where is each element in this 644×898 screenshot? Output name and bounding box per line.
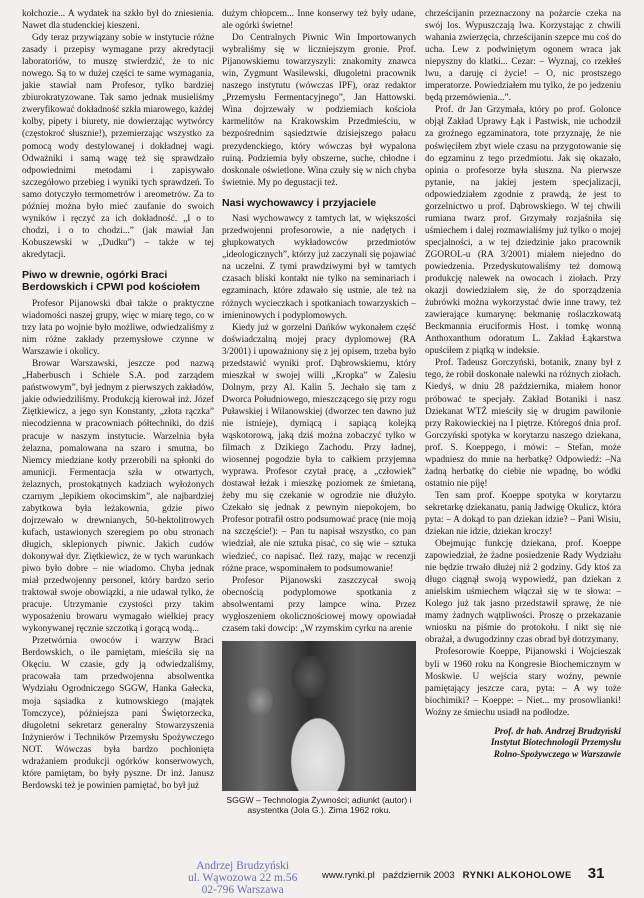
column-3 (425, 8, 621, 761)
archival-photo (222, 641, 416, 791)
stamp-city: 02-796 Warszawa (201, 884, 284, 896)
paragraph: Browar Warszawski, jeszcze pod nazwą „Haberbusch i Schiele S.A. pod zarządem państwowym”, był jednym z pierwszych zakładów, jakie odwiedziliśmy. Produkcją kierował inż. Józef Ziętkiewicz, a jego syn Konstanty, „złota rączka” niecodzienna w pracowniach półtechniki, do dziś pracuje w naszym instytucie. Warzelnia była żelazna, pomalowana na szaro i smutna, bo Niemcy miedziane kotły przerobili na spłonki do amunicji. Fermentacja szła w otwartych, żelaznych, prostokątnych kadziach wyłożonych czarnym „lepikiem okocimskim”, ale najbardziej zabytkowa była leżakownia, gdzie piwo dojrzewało w drewnianych, 50-hektolitrowych kufach, ustawionych szeregiem po obu stronach długich, sklepionych piwnic. Jakich cudów dokonywał dyr. Ziętkiewicz, że w tych warunkach piwo było dobre – nie wiadomo. Chyba jednak miał przedwojenny personel, który bardzo serio traktował swoje obowiązki, a nie udawał tylko, że pracuje. Utrzymanie czystości przy takim wyposażeniu browaru wymagało wielkiej pracy wykonywanej ręcznie szczotką i gorącą wodą... (22, 359, 214, 635)
stamp-name: Andrzej Brudzyński (196, 860, 290, 872)
stamp-street: ul. Wąwozowa 22 m.56 (188, 872, 298, 884)
photo-caption: SGGW – Technologia Żywności; adiunkt (autor) i asystentka (Jola G.). Zima 1962 roku. (226, 794, 412, 816)
paragraph: Ten sam prof. Koeppe spotyka w korytarzu sekretarkę dziekanatu, panią Jadwigę Okulicz, która pyta: – A dokąd to pan dziekan idzie? – Pani Wisiu, dziekan nie idzie, dziekan kroczy! (425, 490, 621, 538)
column-2 (222, 8, 416, 818)
footer-url: www.rynki.pl (322, 870, 375, 881)
page-footer (322, 865, 604, 882)
address-stamp (188, 860, 297, 896)
paragraph: Przetwórnia owoców i warzyw Braci Berdowskich, o ile pamiętam, mieściła się na Okęciu. W czasie, gdy ją odwiedzaliśmy, pracowała tam przedwojenna absolwentka Wydziału Ogrodniczego SGGW, Hanka Gałecka, moja sąsiadka z kutnowskiego (majątek Tomczyce), późniejsza pani Świętorzecka, długoletni sekretarz generalny Stowarzyszenia Inżynierów i Techników Przemysłu Spożywczego NOT. Wówczas była bardzo pochłonięta wdrażaniem produkcji ogórków konserwowych, które pamiętam, bo były pyszne. Dr inż. Janusz Berdowski też je powinien pamiętać, bo był już (22, 636, 214, 791)
column-1 (22, 8, 214, 792)
paragraph: dużym chłopcem... Inne konserwy też były udane, ale ogórki świetne! (222, 9, 416, 32)
section-heading: Piwo w drewnie, ogórki Braci Berdowskich i CPWI pod kościołem (22, 268, 200, 294)
paragraph: Do Centralnych Piwnic Win Importowanych wybraliśmy się w liczniejszym gronie. Prof. Pijanowskiemu towarzyszyli: znakomity znawca win, Zygmunt Wasilewski, długoletni pracownik naszego instytutu (wówczas IPF), oraz redaktor „Przemysłu Fermentacyjnego”, Jan Hattowski. Wina dojrzewały w podziemiach kościoła karmelitów na Krakowskim Przedmieściu, w bezpośrednim sąsiedztwie dzisiejszego pałacu prezydenckiego, który wówczas był wypalona ruiną. Podziemia były obszerne, suche, chłodne i doskonale oświetlone. Wina czuły się w nich chyba świetnie. My po degustacji też. (222, 33, 416, 188)
author-location: Rolno-Spożywczego w Warszawie (493, 749, 621, 760)
paragraph: Gdy teraz przywiązany sobie w instytucie różne zasady i przepisy wymagane przy akredytacji laboratoriów, to muszę stwierdzić, że to nic nowego. Są to w dużej części te same wymagania, jakie stawiał nam Profesor, tylko bardziej zbiurokratyzowane. Tak samo jednak musieliśmy zweryfikować dokładność szkła miarowego, każdej kolby, pipety i biurety, nie dowierzając wytwórcy (częstokroć słusznie!), przemierzając wszystko za pomocą wody destylowanej i dokładnej wagi. Odważniki i samą wagę też się sprawdzało odpowiednimi metodami i zapisywało szczegółowo przebieg i wyniki tych sprawdzeń. To samo dotyczyło termometrów i areometrów. Za to później można było mieć zaufanie do swoich wyników i ręczyć za ich dokładność. „I o to chodzi, i o to chodzi...” (jak mawiał Jan Kobuszewski w „Dudku”) – także w tej akredytacji. (22, 33, 214, 260)
paragraph: Profesor Pijanowski dbał także o praktyczne wiadomości naszej grupy, więc w miarę tego, co w trzy lata po wojnie było możliwe, odwiedzaliśmy z nim różne zakłady przemysłowe czynne w Warszawie i okolicy. (22, 298, 214, 358)
author-signature (425, 727, 621, 762)
paragraph: chrześcijanin przeznaczony na pożarcie czeka na swój los. Wypuszczają lwa. Korzystając z chwili wahania zwierzęcia, chrześcijanin szepce mu coś do ucha. Lew z podwiniętym ogonem wraca jak niepyszny do klatki... Cezar: – Wyznaj, co rzekłeś lwu, a daruję ci życie! – O, nic prostszego imperatorze. Powiedziałem mu tylko, że po jedzeniu będą przemówienia...”. (425, 9, 621, 104)
author-institute: Instytut Biotechnologii Przemysłu (490, 738, 621, 749)
author-name: Prof. dr hab. Andrzej Brudzyński (494, 726, 621, 737)
paragraph: Prof. Tadeusz Gorczyński, botanik, znany był z tego, że robił doskonałe nalewki na różnych ziołach. Kiedyś, w dniu 28 października, miałem honor próbować te specjały. Zakład Botaniki i nasz Dziekanat WTŻ mieściły się w drugim pawilonie przy Rakowieckiej na I piętrze. Któregoś dnia prof. Gorczyński spotyka w korytarzu naszego dziekana, prof. S. Koeppego, i mówi: – Stefan, może wpadniesz do mnie na herbatkę? Odpowiedź: –Na żadną herbatkę do ciebie nie wpadnę, bo wódki ostatnio nie piję! (425, 358, 621, 489)
paragraph: Nasi wychowawcy z tamtych lat, w większości przedwojenni profesorowie, a nie nadętych i głupkowatych wykładowców przedmiotów „ideologicznych”, którzy już zaczynali się pojawiać na uczelni. Z tymi prawdziwymi był w tamtych czasach bliski kontakt nie tylko na seminariach i egzaminach, które zdawało się ustnie, ale też na różnych wycieczkach i spotkaniach towarzyskich – imieninowych i podyplomowych. (222, 214, 416, 321)
paragraph: kołchozie... A wydatek na szkło był do zniesienia. Nawet dla studenckiej kieszeni. (22, 9, 214, 32)
footer-date: październik 2003 (382, 870, 455, 881)
paragraph: Obejmując funkcję dziekana, prof. Koeppe zapowiedział, że żadne posiedzenie Rady Wydziału nie będzie trwało dłużej niż 2 godziny. Gdy ktoś za długo ciągnął swoją wypowiedź, pan dziekan z anielskim uśmiechem włączał się w te słowa: – Kolego już tak jasno przedstawił sprawę, że nie mamy żadnych wątpliwości. Proszę o przekazanie wniosku na piśmie do protokołu. I nikt się nie obrażał, a dwugodzinny czas obrad był dotrzymany. (425, 539, 621, 646)
section-heading: Nasi wychowawcy i przyjaciele (222, 196, 377, 209)
paragraph: Prof. dr Jan Grzymała, który po prof. Golonce objął Zakład Uprawy Łąk i Pastwisk, nie uchodził za groźnego egzaminatora, tote przyznaję, że nie poświęciłem zbyt wiele czasu na przygotowanie się do egzaminu z tego przedmiotu. Jak się okazało, opinia o profesorze była słuszna. Na pierwsze pytanie, na jakiej jestem specjalizacji, odpowiedziałem zgodnie z prawdą, że jest to gorzelnictwo u prof. Dąbrowskiego. W tej chwili rumiana twarz prof. Grzymały rozjaśniła się uśmiechem i dalej rozmawialiśmy już tylko o mojej specjalności, a w tej dziedzinie jako pracownik ZGOROL-u (RA 3/2001) miałem niejedno do powiedzenia. Przedyskutowaliśmy też domową produkcję nalewek na owocach i ziołach. Przy okazji dowiedziałem się, że do sporządzenia żubrówki można wykorzystać dwie inne trawy, też zawierające kumarynę: bekmanię roślaczkowatą Beckmannia eruciformis Host. i tomkę wonną Anthoxanthum odoratum L. Zakład Łąkarstwa opuściłem z piątką w indeksie. (425, 105, 621, 357)
paragraph: Profesorowie Koeppe, Pijanowski i Wojcieszak byli w 1960 roku na Kongresie Biochemicznym w Moskwie. U wejścia stary woźny, pewnie pamiętający jeszcze cara, pyta: – A wy toże biochimiki? – Koeppe: – Niet... my prosowlianki! Woźny ze śmiechu usiadł na podłodze. (425, 647, 621, 718)
page-number: 31 (587, 865, 605, 882)
paragraph: Kiedy już w gorzelni Dańków wykonałem część doświadczalną mojej pracy dyplomowej (RA 3/2001) i upoważniony się z jej opisem, trzeba było przedstawić wyniki prof. Dąbrowskiemu, który mieszkał w swojej willi „Kropka” w Zalesiu Dolnym, przy Al. Kalin 5. Jechało się tam z Dworca Południowego, mieszczącego się przy rogu Puławskiej i Wilanowskiej (dworzec ten dawno już nie istnieje), dymiącą i sapiącą kolejką wąskotorową, jaką dziś można zobaczyć tylko w filmach z Dzikiego Zachodu. Przy ładnej, wiosennej pogodzie była to całkiem przyjemna wyprawa. Profesor czytał pracę, a „człowiek” dostawał łeżak i mieszkę poziomek ze śmietaną, żeby mu się czekanie w ogrodzie nie dłużyło. Czekało się jednak z pewnym niepokojem, bo Profesor potrafił ostro podsumować pracę (nie moją na szczęście!): – Pan tu napisał wszystko, co pan wiedział, ale nie sztuka pisać, co się wie – sztuka wiedzieć, co napisać. Ileż razy, mając w recenzji różne prace, wspominałem to podsumowanie! (222, 322, 416, 574)
footer-magazine-title: RYNKI ALKOHOLOWE (462, 870, 572, 881)
paragraph: Profesor Pijanowski zaszczycał swoją obecnością podyplomowe spotkania z absolwentami przy lampce wina. Przez wygłoszeniem okolicznościowej mowy opowiadał czasem taki dowcip: „W rzymskim cyrku na arenie (222, 575, 416, 634)
